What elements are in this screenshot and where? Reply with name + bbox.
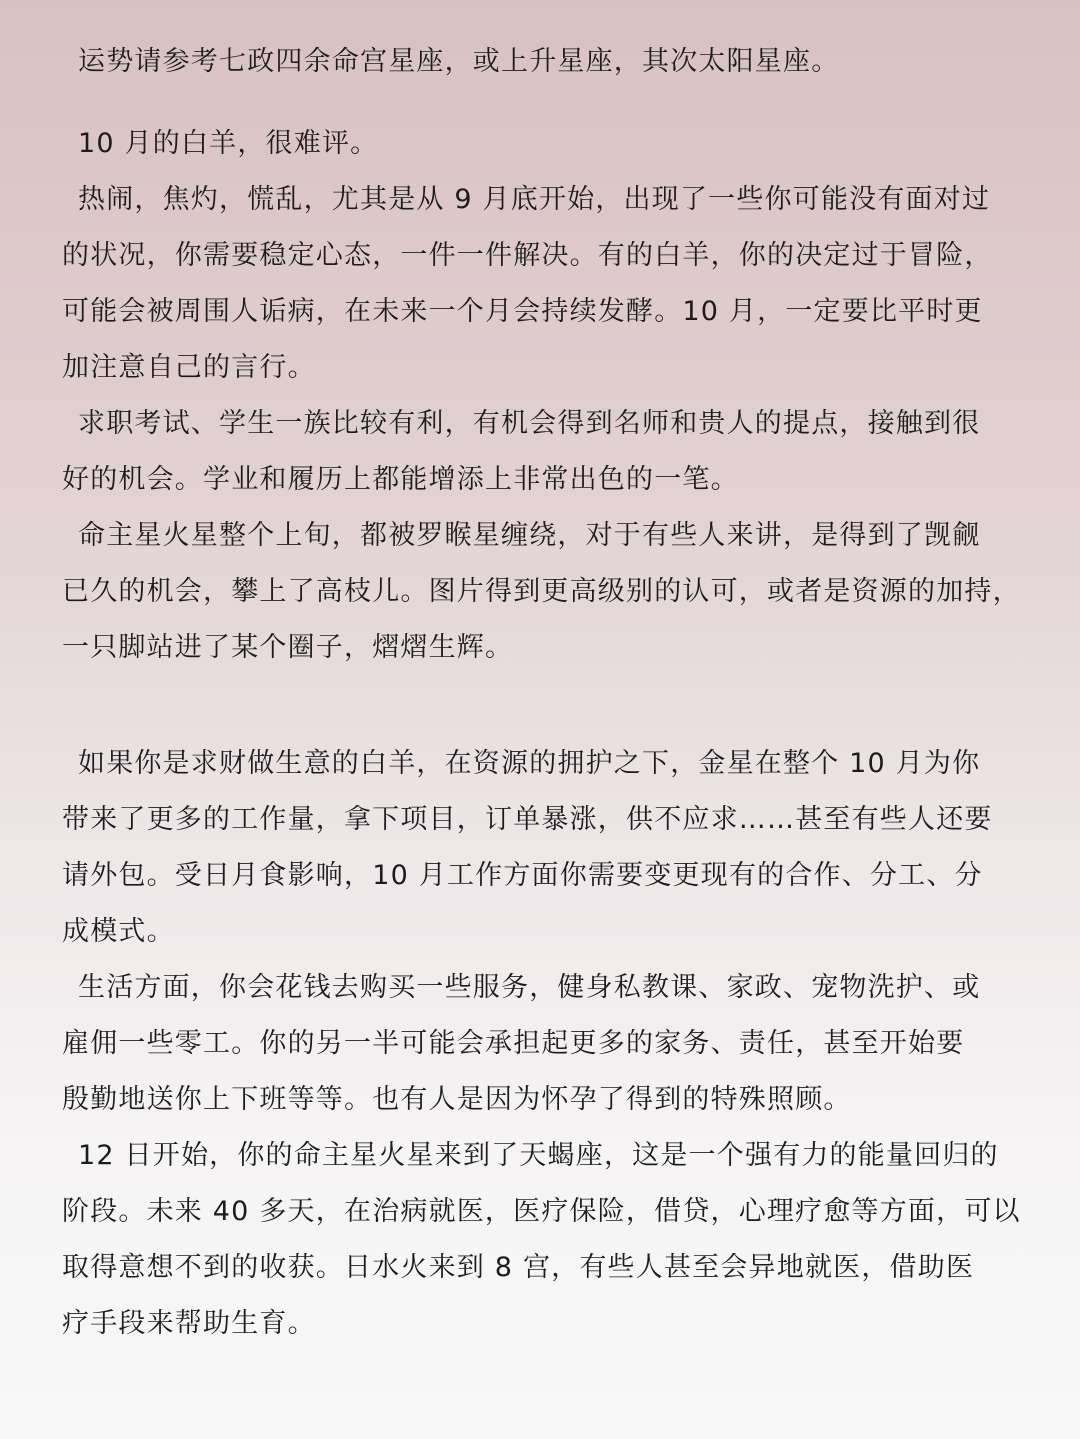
paragraph-line: 12 日开始，你的命主星火星来到了天蝎座，这是一个强有力的能量回归的 [78, 1140, 999, 1171]
paragraph-line: 请外包。受日月食影响，10 月工作方面你需要变更现有的合作、分工、分 [62, 860, 983, 891]
paragraph-line: 已久的机会，攀上了高枝儿。图片得到更高级别的认可，或者是资源的加持， [62, 576, 1021, 607]
intro-note: 运势请参考七政四余命宫星座，或上升星座，其次太阳星座。 [78, 46, 840, 77]
section-bottom [62, 736, 1040, 1352]
paragraph-life [62, 960, 1040, 1128]
paragraph-line: 阶段。未来 40 多天，在治病就医，医疗保险，借贷，心理疗愈等方面，可以 [62, 1196, 1021, 1227]
paragraph-line: 10 月的白羊，很难评。 [78, 128, 379, 159]
paragraph-line: 取得意想不到的收获。日水火来到 8 宫，有些人甚至会异地就医，借助医 [62, 1252, 975, 1283]
paragraph-business [62, 736, 1040, 960]
paragraph-line: 热闹，焦灼，慌乱，尤其是从 9 月底开始，出现了一些你可能没有面对过 [78, 184, 991, 215]
paragraph-line: 命主星火星整个上旬，都被罗睺星缠绕，对于有些人来讲，是得到了觊觎 [78, 520, 981, 551]
paragraph-line: 好的机会。学业和履历上都能增添上非常出色的一笔。 [62, 464, 739, 495]
paragraph-line: 疗手段来帮助生育。 [62, 1308, 316, 1339]
paragraph-line: 生活方面，你会花钱去购买一些服务，健身私教课、家政、宠物洗护、或 [78, 972, 981, 1003]
paragraph-line: 加注意自己的言行。 [62, 352, 316, 383]
paragraph-line: 一只脚站进了某个圈子，熠熠生辉。 [62, 632, 514, 663]
paragraph-line: 的状况，你需要稳定心态，一件一件解决。有的白羊，你的决定过于冒险， [62, 240, 993, 271]
paragraph-line: 带来了更多的工作量，拿下项目，订单暴涨，供不应求……甚至有些人还要 [62, 804, 993, 835]
paragraph-situation [62, 172, 1040, 396]
paragraph-summary [62, 116, 1040, 172]
paragraph-line: 求职考试、学生一族比较有利，有机会得到名师和贵人的提点，接触到很 [78, 408, 981, 439]
section-top [62, 116, 1040, 676]
paragraph-study [62, 396, 1040, 508]
paragraph-line: 成模式。 [62, 916, 175, 947]
paragraph-line: 雇佣一些零工。你的另一半可能会承担起更多的家务、责任，甚至开始要 [62, 1028, 965, 1059]
paragraph-line: 可能会被周围人诟病，在未来一个月会持续发酵。10 月，一定要比平时更 [62, 296, 983, 327]
paragraph-scorpio [62, 1128, 1040, 1352]
paragraph-line: 如果你是求财做生意的白羊，在资源的拥护之下，金星在整个 10 月为你 [78, 748, 981, 779]
paragraph-line: 殷勤地送你上下班等等。也有人是因为怀孕了得到的特殊照顾。 [62, 1084, 852, 1115]
paragraph-mars [62, 508, 1040, 676]
